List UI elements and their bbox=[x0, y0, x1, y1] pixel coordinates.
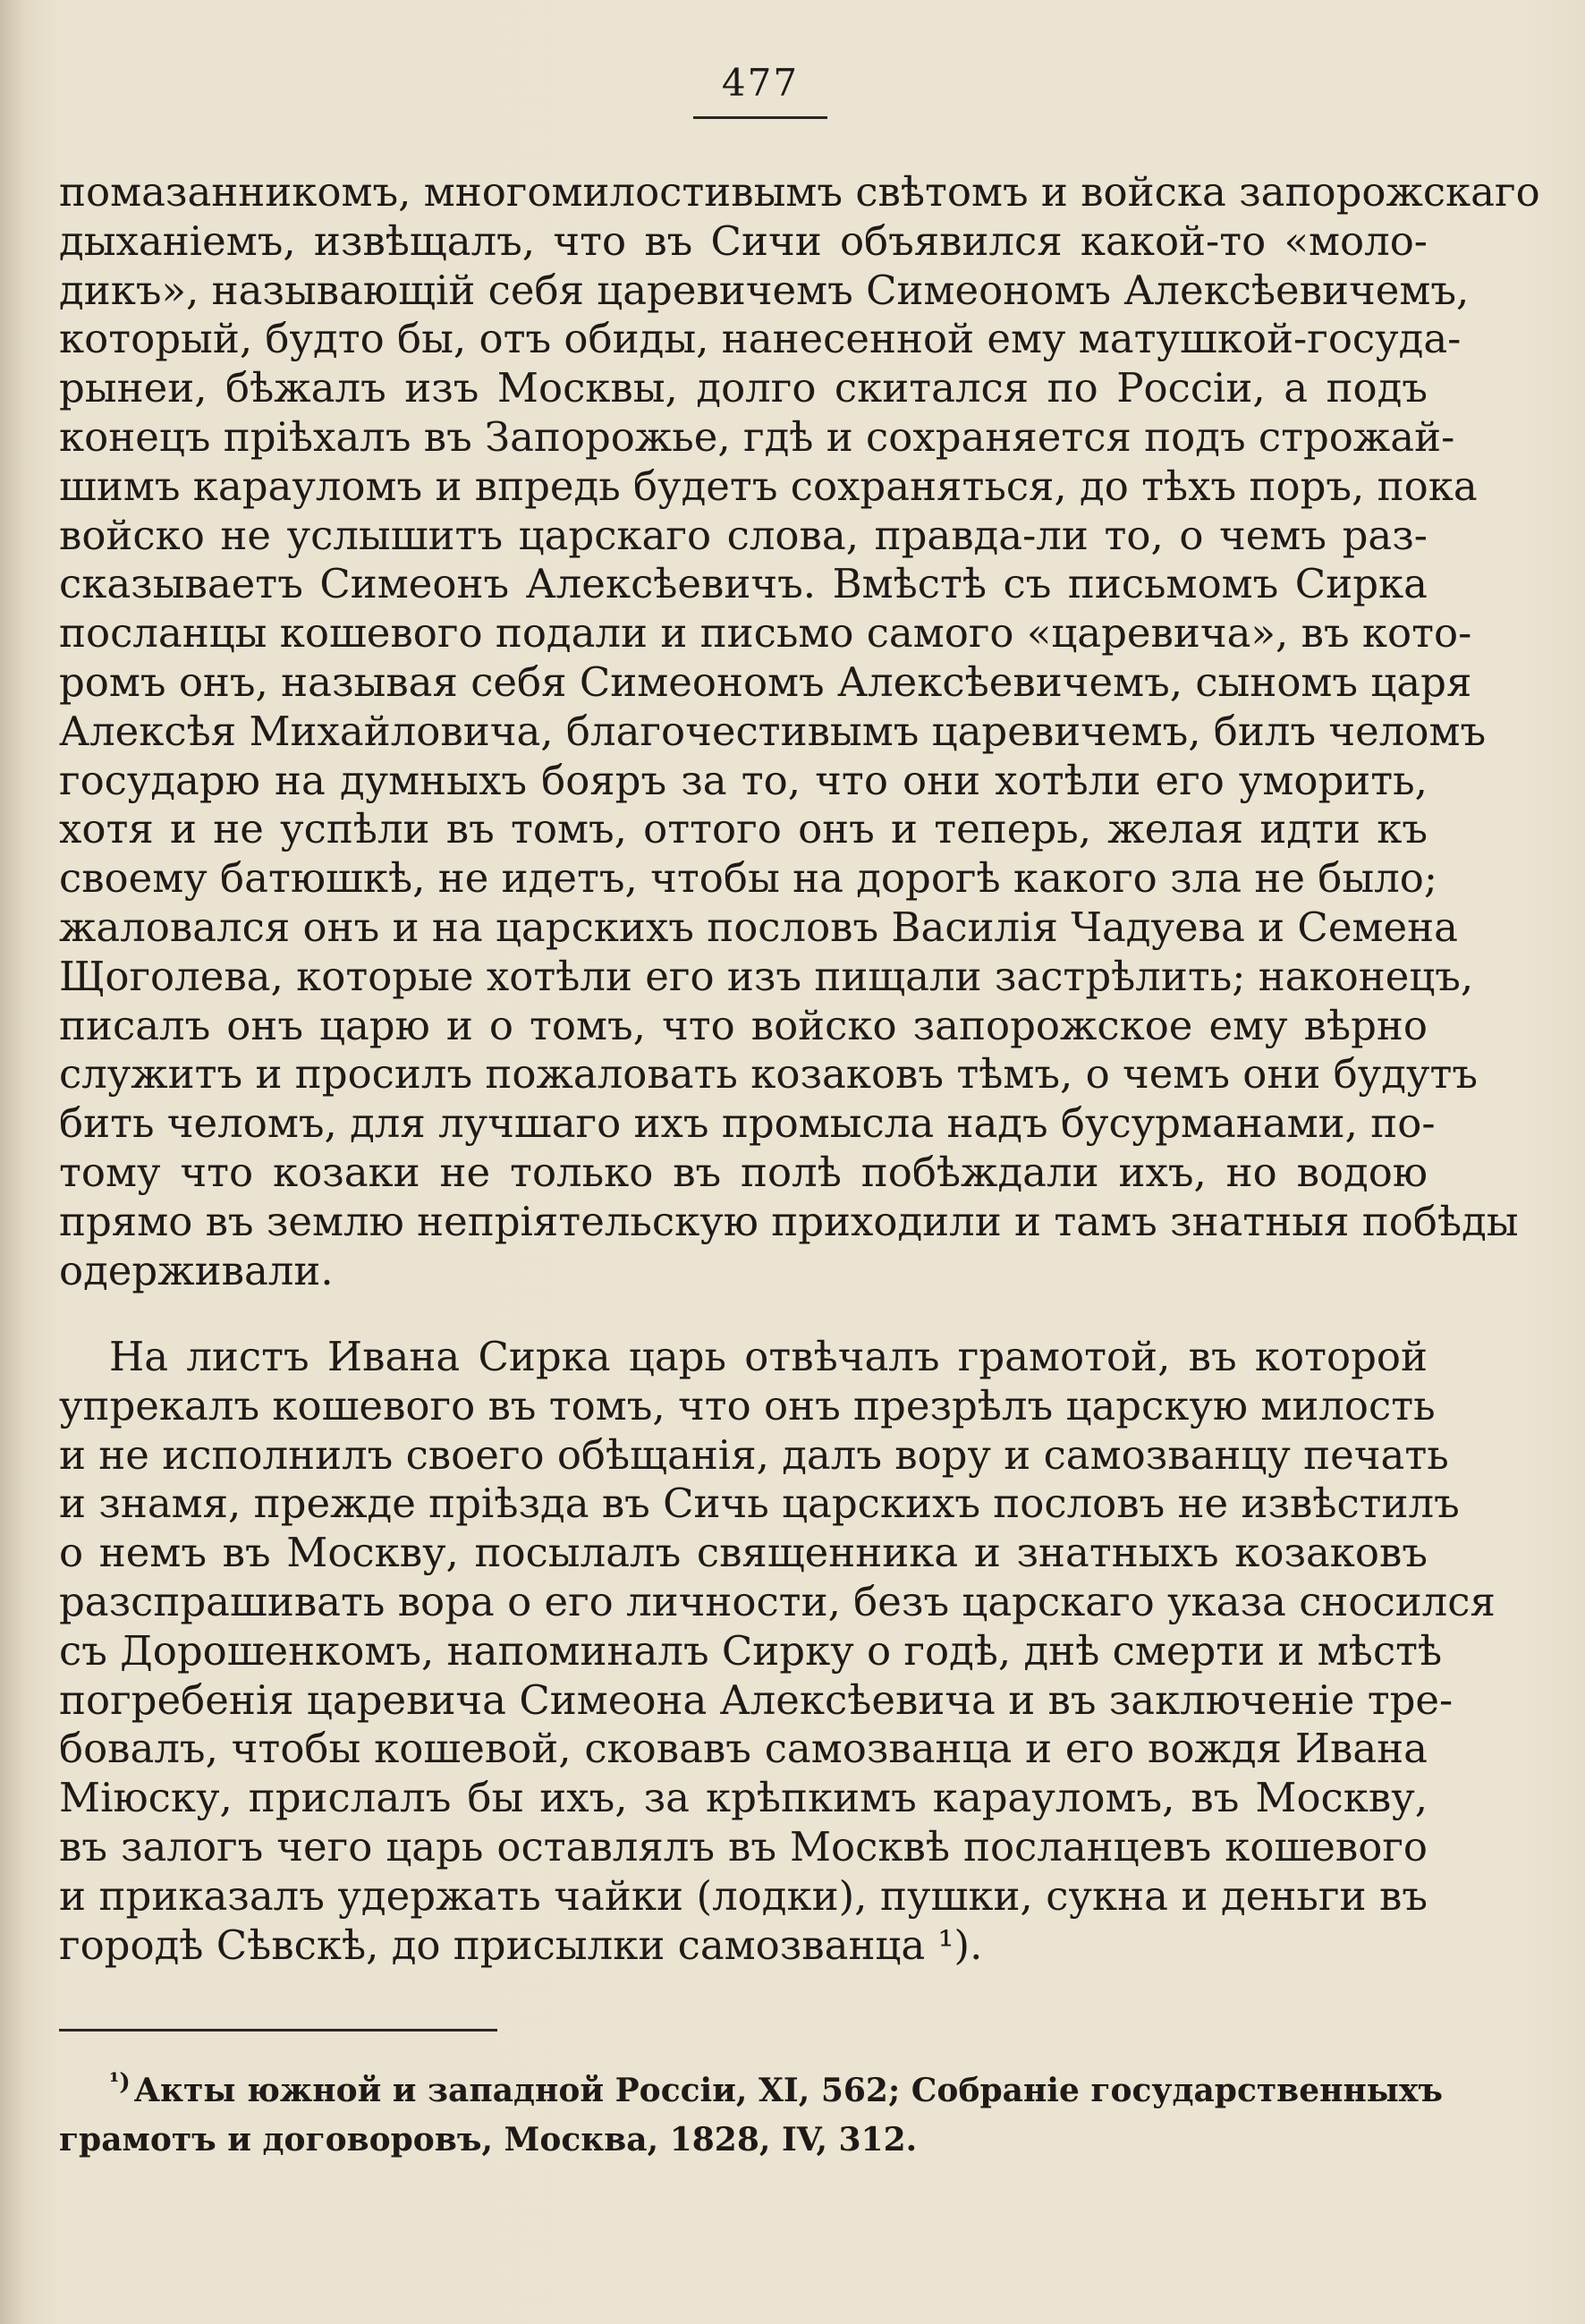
text-line: городѣ Сѣвскѣ, до присылки самозванца ¹). bbox=[59, 1921, 983, 1969]
footnote-line-1 bbox=[59, 2066, 1443, 2116]
text-line: хотя и не успѣли въ томъ, оттого онъ и теперь, желая идти къ bbox=[59, 805, 1428, 853]
text-line: войско не услышитъ царскаго слова, правда-ли то, о чемъ раз- bbox=[59, 511, 1428, 559]
text-line: служитъ и просилъ пожаловать козаковъ тѣмъ, о чемъ они будутъ bbox=[59, 1050, 1478, 1098]
text-line: дыханіемъ, извѣщалъ, что въ Сичи объявился какой-то «моло- bbox=[59, 216, 1428, 265]
text-line: своему батюшкѣ, не идетъ, чтобы на дорогѣ какого зла не было; bbox=[59, 854, 1438, 903]
text-line: дикъ», называющій себя царевичемъ Симеономъ Алексѣевичемъ, bbox=[59, 266, 1470, 314]
text-line: бовалъ, чтобы кошевой, сковавъ самозванца и его вождя Ивана bbox=[59, 1725, 1428, 1773]
text-line: На листъ Ивана Сирка царь отвѣчалъ грамотой, въ которой bbox=[109, 1333, 1428, 1380]
text-line: помазанникомъ, многомилостивымъ свѣтомъ и войска запорожскаго bbox=[59, 168, 1540, 216]
text-line: Алексѣя Михайловича, благочестивымъ царевичемъ, билъ челомъ bbox=[59, 707, 1487, 755]
text-line: посланцы кошевого подали и письмо самого «царевича», въ кото- bbox=[59, 609, 1472, 657]
text-line: писалъ онъ царю и о томъ, что войско запорожское ему вѣрно bbox=[59, 1001, 1428, 1049]
text-line: Щоголева, которые хотѣли его изъ пищали застрѣлить; наконецъ, bbox=[59, 952, 1474, 1000]
text-line: жаловался онъ и на царскихъ пословъ Василія Чадуева и Семена bbox=[59, 903, 1458, 951]
text-line: и не исполнилъ своего обѣщанія, далъ вору и самозванцу печать bbox=[59, 1430, 1449, 1479]
body-paragraph-2 bbox=[59, 1333, 1496, 1970]
text-line: шимъ карауломъ и впредь будетъ сохраняться, до тѣхъ поръ, пока bbox=[59, 462, 1478, 510]
page-number: 477 bbox=[721, 61, 800, 105]
text-line: конецъ пріѣхалъ въ Запорожье, гдѣ и сохраняется подъ строжай- bbox=[59, 412, 1455, 461]
text-line: Міюску, прислалъ бы ихъ, за крѣпкимъ карауломъ, въ Москву, bbox=[59, 1774, 1428, 1822]
text-line: который, будто бы, отъ обиды, нанесенной ему матушкой-госуда- bbox=[59, 315, 1462, 363]
page-number-underline bbox=[693, 116, 827, 119]
text-line: и приказалъ удержать чайки (лодки), пушки, сукна и деньги въ bbox=[59, 1871, 1428, 1920]
text-line: въ залогъ чего царь оставлялъ въ Москвѣ посланцевъ кошевого bbox=[59, 1822, 1428, 1870]
page-number-header bbox=[693, 61, 827, 111]
text-line: разспрашивать вора о его личности, безъ царскаго указа сносился bbox=[59, 1577, 1496, 1625]
footnote-text-1: Акты южной и западной Россіи, XI, 562; Собраніе государственныхъ bbox=[133, 2072, 1443, 2109]
text-line: ромъ онъ, называя себя Симеономъ Алексѣевичемъ, сыномъ царя bbox=[59, 657, 1472, 706]
text-line: о немъ въ Москву, посылалъ священника и знатныхъ козаковъ bbox=[59, 1529, 1428, 1577]
text-line: упрекалъ кошевого въ томъ, что онъ презрѣлъ царскую милость bbox=[59, 1381, 1436, 1429]
footnote-marker: ¹) bbox=[109, 2069, 131, 2096]
text-line: государю на думныхъ бояръ за то, что они хотѣли его уморить, bbox=[59, 756, 1428, 804]
text-line: сказываетъ Симеонъ Алексѣевичъ. Вмѣстѣ съ письмомъ Сирка bbox=[59, 560, 1428, 608]
text-line: тому что козаки не только въ полѣ побѣждали ихъ, но водою bbox=[59, 1148, 1428, 1196]
text-line: одерживали. bbox=[59, 1246, 334, 1294]
text-line: съ Дорошенкомъ, напоминалъ Сирку о годѣ, днѣ смерти и мѣстѣ bbox=[59, 1626, 1443, 1675]
text-line: рынеи, бѣжалъ изъ Москвы, долго скитался по Россіи, а подъ bbox=[59, 364, 1428, 412]
footnote-separator bbox=[59, 2029, 497, 2031]
body-paragraph-1 bbox=[59, 168, 1540, 1295]
text-line: погребенія царевича Симеона Алексѣевича и въ заключеніе тре- bbox=[59, 1675, 1454, 1724]
footnote bbox=[59, 2066, 1443, 2165]
footnote-line-2: грамотъ и договоровъ, Москва, 1828, IV, 312. bbox=[59, 2121, 918, 2159]
text-line: прямо въ землю непріятельскую приходили и тамъ знатныя побѣды bbox=[59, 1197, 1519, 1245]
text-line: бить челомъ, для лучшаго ихъ промысла надъ бусурманами, по- bbox=[59, 1099, 1436, 1148]
text-line: и знамя, прежде пріѣзда въ Сичь царскихъ пословъ не извѣстилъ bbox=[59, 1480, 1460, 1528]
